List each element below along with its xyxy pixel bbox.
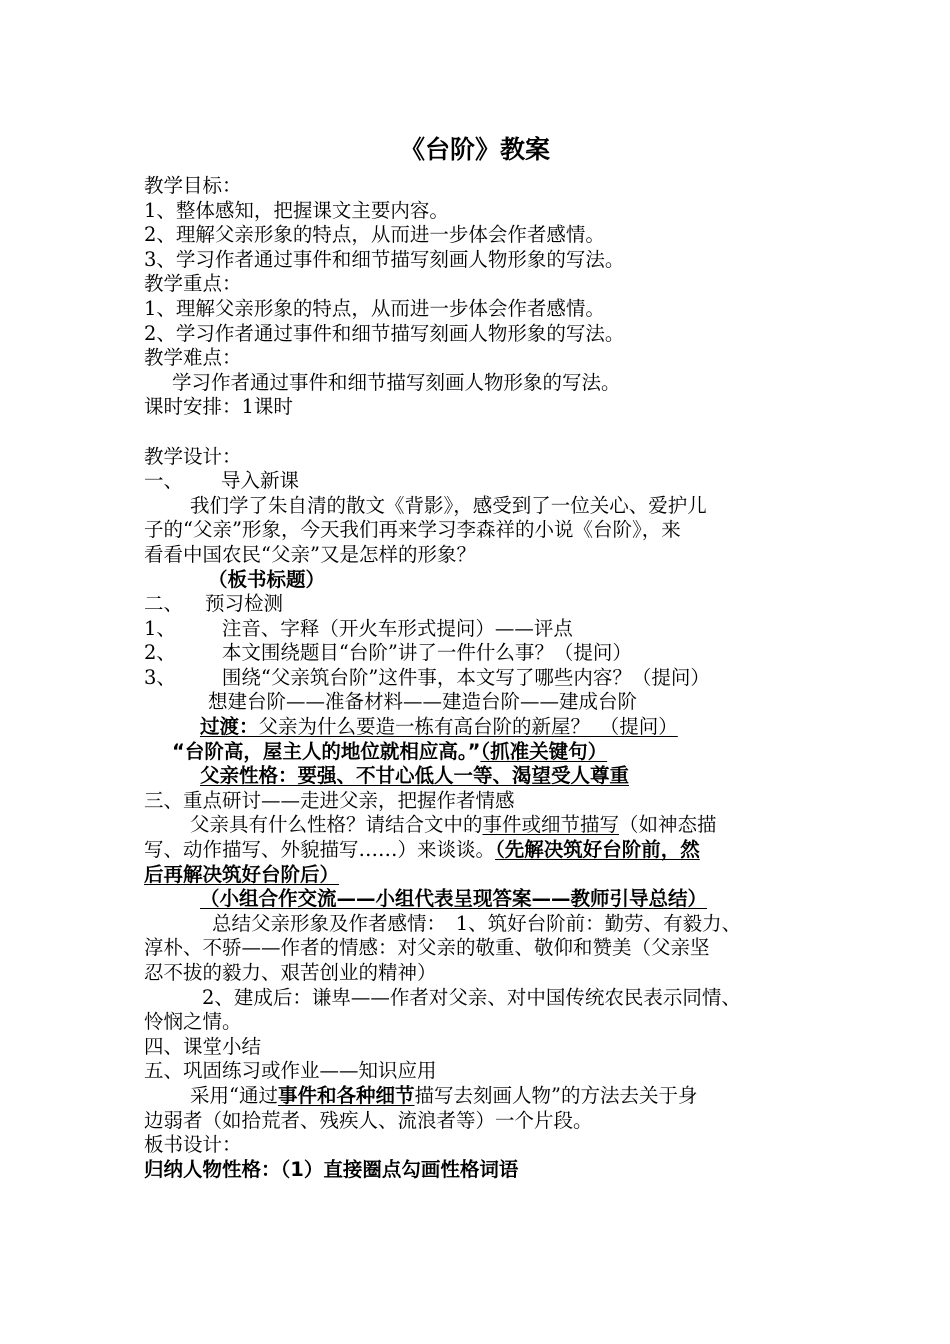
summary-line-3: 忍不拔的毅力、艰苦创业的精神） bbox=[144, 961, 437, 984]
preview-question-1 bbox=[144, 617, 834, 642]
section-1-number: 一、 bbox=[144, 469, 184, 493]
key-sentence-quote: “台阶高，屋主人的地位就相应高。” bbox=[172, 739, 481, 763]
summary-line-1: 总结父亲形象及作者感情： 1、筑好台阶前：勤劳、有毅力、 bbox=[212, 911, 742, 935]
key-point-item-2: 2、学习作者通过事件和细节描写刻画人物形象的写法。 bbox=[144, 321, 625, 345]
goal-item-3: 3、学习作者通过事件和细节描写刻画人物形象的写法。 bbox=[144, 247, 625, 271]
difficulty-text: 学习作者通过事件和细节描写刻画人物形象的写法。 bbox=[172, 370, 621, 394]
events-and-details: 事件和各种细节 bbox=[277, 1083, 415, 1107]
transition-text: 父亲为什么要造一栋有高台阶的新屋？ （提问） bbox=[258, 715, 678, 739]
summary-line-4: 2、建成后：谦卑——作者对父亲、对中国传统农民表示同情、 bbox=[202, 985, 741, 1009]
document-body bbox=[144, 174, 834, 1182]
character-summary: 归纳人物性格：（1）直接圈点勾画性格词语 bbox=[144, 1157, 519, 1181]
key-sentence-note: （抓准关键句） bbox=[480, 739, 608, 763]
section-5-text-a: 采用“通过 bbox=[190, 1083, 278, 1107]
father-character: 父亲性格：要强、不甘心低人一等、渴望受人尊重 bbox=[200, 764, 630, 788]
transition-line bbox=[144, 715, 834, 740]
section-1-title: 导入新课 bbox=[221, 469, 300, 493]
section-1-paragraph-line-3: 看看中国农民“父亲”又是怎样的形象？ bbox=[144, 542, 476, 566]
plot-steps: 想建台阶——准备材料——建造台阶——建成台阶 bbox=[208, 690, 638, 714]
schedule: 课时安排：1课时 bbox=[144, 395, 293, 419]
section-5-heading: 五、巩固练习或作业——知识应用 bbox=[144, 1059, 437, 1083]
section-1-paragraph-line-1: 我们学了朱自清的散文《背影》，感受到了一位关心、爱护儿 bbox=[190, 493, 707, 517]
preview-question-2-text: 本文围绕题目“台阶”讲了一件什么事？（提问） bbox=[221, 641, 632, 665]
key-point-item-1: 1、理解父亲形象的特点，从而进一步体会作者感情。 bbox=[144, 296, 605, 320]
preview-question-2 bbox=[144, 641, 834, 666]
section-2-heading bbox=[144, 592, 834, 617]
section-3-paragraph-line-1 bbox=[144, 813, 834, 838]
section-3-heading: 三、重点研讨——走进父亲，把握作者情感 bbox=[144, 788, 515, 812]
summary-line-5: 怜悯之情。 bbox=[144, 1010, 242, 1034]
goals-heading: 教学目标： bbox=[144, 174, 242, 197]
document-title: 《台阶》教案 bbox=[399, 135, 550, 164]
preview-question-3-number: 3、 bbox=[144, 665, 176, 689]
section-4-heading: 四、课堂小结 bbox=[144, 1034, 262, 1058]
key-points-heading: 教学重点： bbox=[144, 272, 242, 296]
goal-item-2: 2、理解父亲形象的特点，从而进一步体会作者感情。 bbox=[144, 223, 605, 247]
section-2-title: 预习检测 bbox=[205, 592, 284, 616]
board-title-note: （板书标题） bbox=[208, 567, 326, 591]
event-detail-description: 事件或细节描写 bbox=[482, 813, 620, 837]
section-1-paragraph-line-2: 子的“父亲”形象，今天我们再来学习李森祥的小说《台阶》，来 bbox=[144, 518, 681, 542]
section-5-paragraph-line-1 bbox=[144, 1084, 834, 1109]
section-3-text-a: 父亲具有什么性格？请结合文中的 bbox=[190, 813, 483, 837]
design-heading: 教学设计： bbox=[144, 444, 242, 468]
blank-line bbox=[144, 420, 834, 445]
goal-item-1: 1、整体感知，把握课文主要内容。 bbox=[144, 198, 449, 222]
section-3-text-c: （如神态描 bbox=[619, 813, 717, 837]
section-3-paragraph-line-3: 后再解决筑好台阶后） bbox=[144, 862, 340, 886]
section-3-paragraph-line-2 bbox=[144, 838, 834, 863]
section-3-text-d: 写、动作描写、外貌描写……）来谈谈。 bbox=[144, 838, 496, 862]
section-5-text-c: 描写去刻画人物”的方法去关于身 bbox=[414, 1083, 698, 1107]
summary-line-2: 淳朴、不骄——作者的情感：对父亲的敬重、敬仰和赞美（父亲坚 bbox=[144, 936, 710, 960]
preview-question-3 bbox=[144, 666, 834, 691]
transition-label: 过渡： bbox=[200, 715, 259, 739]
solve-order-note: （先解决筑好台阶前，然 bbox=[495, 838, 700, 862]
difficulty-heading: 教学难点： bbox=[144, 346, 242, 370]
preview-question-3-text: 围绕“父亲筑台阶”这件事，本文写了哪些内容？（提问） bbox=[221, 665, 710, 689]
preview-question-1-number: 1、 bbox=[144, 616, 176, 640]
section-5-paragraph-line-2: 边弱者（如拾荒者、残疾人、流浪者等）一个片段。 bbox=[144, 1108, 593, 1132]
group-process: （小组合作交流——小组代表呈现答案——教师引导总结） bbox=[200, 887, 708, 911]
section-2-number: 二、 bbox=[144, 592, 184, 616]
key-sentence-line bbox=[144, 740, 834, 765]
preview-question-2-number: 2、 bbox=[144, 641, 176, 665]
preview-question-1-text: 注音、字释（开火车形式提问）——评点 bbox=[221, 616, 573, 640]
section-1-heading bbox=[144, 469, 834, 494]
board-design-heading: 板书设计： bbox=[144, 1133, 242, 1157]
